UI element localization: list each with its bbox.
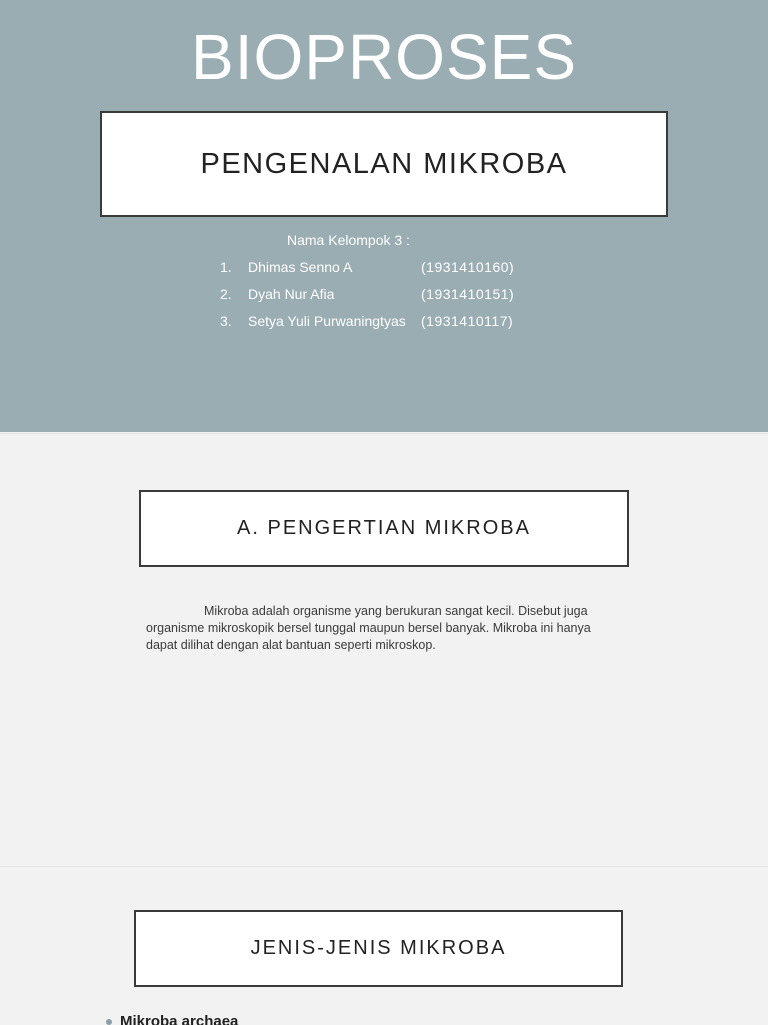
member-name: Dhimas Senno A xyxy=(248,259,353,275)
members-heading: Nama Kelompok 3 : xyxy=(287,232,410,248)
member-nim: (1931410151) xyxy=(421,286,515,302)
definition-text: Mikroba adalah organisme yang berukuran sangat kecil. Disebut juga organisme mikroskopik bersel tunggal maupun bersel banyak. Mikroba ini hanya dapat dilihat dengan alat bantuan seperti mikroskop. xyxy=(146,604,591,652)
definition-heading-box xyxy=(139,490,629,567)
member-number: 1. xyxy=(220,259,232,275)
member-name: Setya Yuli Purwaningtyas xyxy=(248,313,406,329)
bullet-dot-icon xyxy=(106,1019,112,1025)
title-slide xyxy=(0,0,768,432)
bullet-text: Mikroba archaea xyxy=(120,1013,239,1025)
member-name: Dyah Nur Afia xyxy=(248,286,335,302)
presentation-title: BIOPROSES xyxy=(191,21,577,93)
types-heading: JENIS-JENIS MIKROBA xyxy=(250,937,507,959)
types-slide xyxy=(0,866,768,1025)
definition-paragraph xyxy=(146,603,616,654)
types-heading-box xyxy=(134,910,623,987)
member-nim: (1931410160) xyxy=(421,259,515,275)
subtitle-text: PENGENALAN MIKROBA xyxy=(200,147,568,180)
member-number: 2. xyxy=(220,286,232,302)
definition-slide xyxy=(0,433,768,866)
bullet-item xyxy=(106,1013,238,1025)
member-number: 3. xyxy=(220,313,232,329)
members-block xyxy=(0,0,768,432)
member-nim: (1931410117) xyxy=(421,313,514,329)
definition-heading: A. PENGERTIAN MIKROBA xyxy=(237,517,531,539)
